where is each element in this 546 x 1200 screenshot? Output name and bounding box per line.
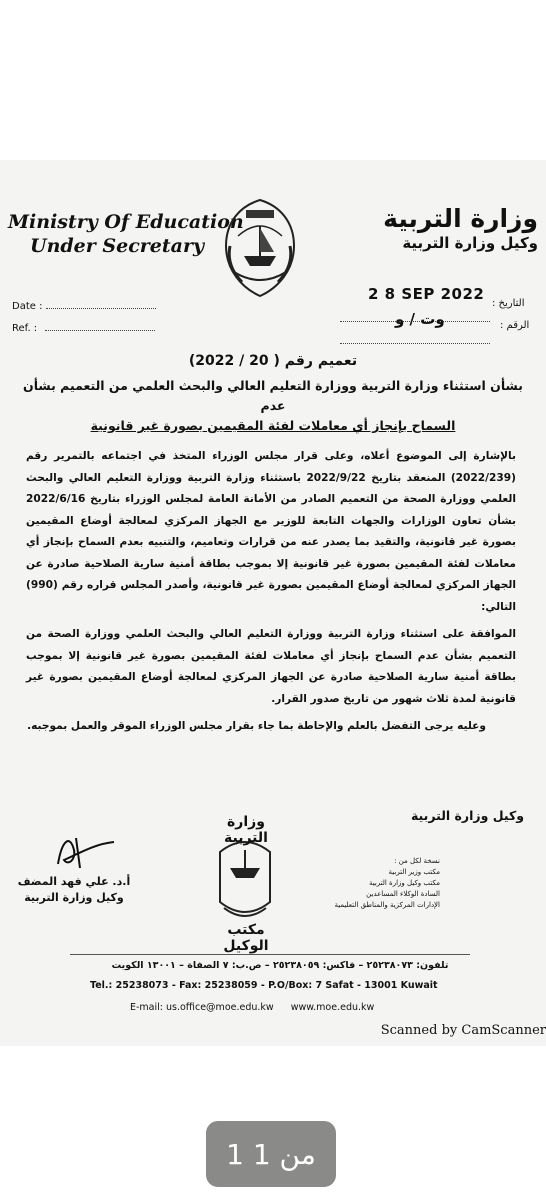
copies-heading: نسخة لكل من : [394, 857, 440, 865]
handwritten-ref-number: وت / و [395, 310, 445, 328]
copies-item: مكتب وكيل وزارة التربية [368, 879, 440, 887]
letterhead-undersecretary-ar: وكيل وزارة التربية [402, 234, 538, 252]
footer-website: www.moe.edu.kw [290, 1002, 375, 1013]
handwritten-signature-icon [18, 830, 128, 870]
copies-list [310, 856, 440, 911]
letterhead-ministry-ar: وزارة التربية [383, 204, 538, 233]
date-dotted-line [46, 300, 156, 309]
ref-field-en [12, 322, 155, 334]
date-label-en: Date : [12, 301, 43, 312]
subject-line-1: بشأن استثناء وزارة التربية ووزارة التعليم العالي والبحث العلمي من التعميم بشأن عدم [23, 378, 523, 413]
office-stamp [200, 812, 290, 954]
ref-label-en: Ref. : [12, 323, 38, 334]
body-paragraph-1: بالإشارة إلى الموضوع أعلاه، وعلى قرار مجلس الوزراء المتخذ في اجتماعه بالتمرير رقم (2022/239) المنعقد بتاريخ 2022/9/22 باستثناء وزارة التربية ووزارة التعليم العالي والبحث العلمي ووزارة الصحة من التعميم الصادر من الأمانة العامة لمجلس الوزراء بتاريخ 2022/6/16 بشأن تعاون الوزارات والجهات التابعة للوزير مع الجهاز المركزي لمعالجة أوضاع المقيمين بصورة غير قانونية، والتقيد بما يصدر عنه من قرارات وتعاميم، والتنبيه بعدم السماح بإنجاز أي معاملات لفئة المقيمين بصورة غير قانونية إلا بموجب بطاقة أمنية سارية الصلاحية صادرة عن الجهاز المركزي لمعالجة أوضاع المقيمين بصورة غير قانونية، وأصدر المجلس قراره رقم (990) التالي: [26, 450, 516, 613]
signer-name: أ.د. علي فهد المضف [17, 875, 131, 888]
copies-item: الإدارات المركزية والمناطق التعليمية [334, 901, 440, 909]
copies-item: السادة الوكلاء المساعدين [366, 890, 440, 898]
english-letterhead [8, 210, 244, 258]
footer-contact-en: Tel.: 25238073 - Fax: 25238059 - P.O/Box: 7 Safat - 13001 Kuwait [90, 980, 438, 991]
copies-item: مكتب وزير التربية [388, 868, 440, 876]
ar-ref-dotted-line [340, 329, 490, 348]
circular-title [20, 350, 526, 436]
subject-line-2: السماح بإنجاز أي معاملات لفئة المقيمين بصورة غير قانونية [90, 418, 456, 433]
footer-web [130, 1002, 374, 1013]
date-field-en [12, 300, 156, 312]
camscanner-watermark: Scanned by CamScanner [380, 1023, 546, 1038]
ref-dotted-line [45, 322, 155, 331]
circular-body [26, 446, 516, 744]
page-indicator: 1 من 1 [206, 1121, 336, 1187]
ref-label-ar: الرقم : [500, 320, 530, 331]
signer-role: وكيل وزارة التربية [24, 891, 124, 904]
footer-contact-ar: تلفون: ٢٥٢٣٨٠٧٣ – فاكس: ٢٥٢٣٨٠٥٩ – ص.ب: ٧ الصفاة – ١٣٠٠١ الكويت [111, 960, 449, 971]
stamp-top-text: وزارة التربية [224, 814, 268, 846]
letterhead-undersecretary-en: Under Secretary [30, 235, 204, 257]
signature-block [14, 874, 134, 906]
stamp-bottom-text: مكتب الوكيل [223, 922, 269, 954]
kuwait-emblem-icon [220, 196, 300, 300]
scanned-document-page [0, 160, 546, 1046]
circular-number: تعميم رقم ( 20 / 2022) [188, 353, 358, 369]
letterhead-ministry-en: Ministry Of Education [8, 211, 244, 233]
date-stamp: 2 8 SEP 2022 [368, 285, 485, 303]
body-paragraph-2: الموافقة على استثناء وزارة التربية ووزارة التعليم العالي والبحث العلمي ووزارة الصحة من التعميم بشأن عدم السماح بإنجاز أي معاملات لفئة المقيمين بصورة غير قانونية إلا بموجب بطاقة أمنية سارية الصلاحية صادرة عن الجهاز المركزي لمعالجة أوضاع المقيمين بصورة غير قانونية لمدة ثلاث شهور من تاريخ صدور القرار. [26, 628, 516, 705]
footer-divider [70, 954, 470, 955]
footer-email: E-mail: us.office@moe.edu.kw [130, 1002, 274, 1013]
body-paragraph-3: وعليه يرجى التفضل بالعلم والإحاطة بما جاء بقرار مجلس الوزراء الموقر والعمل بموجبه. [27, 720, 486, 732]
arabic-letterhead [383, 204, 538, 252]
date-label-ar: التاريخ : [492, 298, 525, 309]
viewer-background-top [0, 0, 546, 160]
signer-title: وكيل وزارة التربية [410, 808, 524, 823]
